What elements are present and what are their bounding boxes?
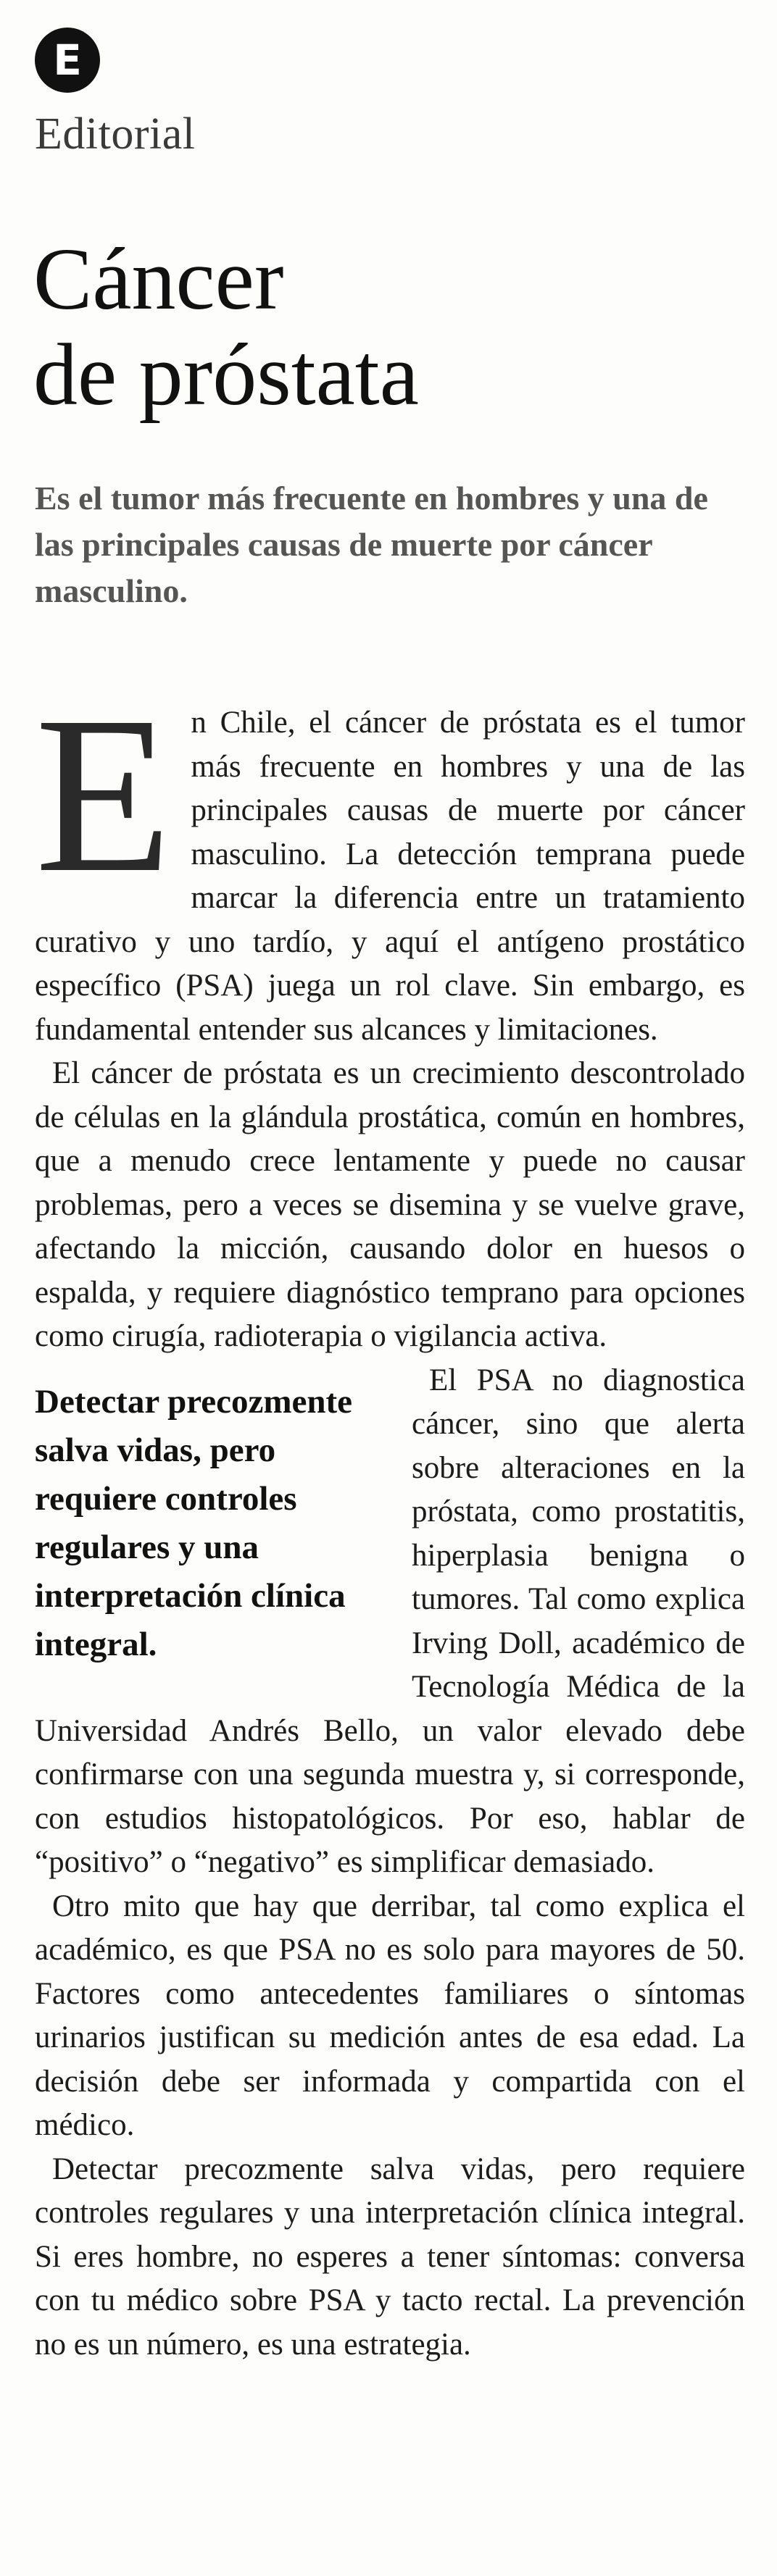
paragraph-2: El cáncer de próstata es un crecimiento descontrolado de células en la glándula prostática, común en hombres, que a menudo crece lentamente y puede no causar problemas, pero a veces se disemina y se vuelve grave, afectando la micción, causando dolor en huesos o espalda, y requiere diagnóstico temprano para opciones como cirugía, radioterapia o vigilancia activa. — [35, 1056, 745, 1353]
article-body — [35, 671, 745, 2367]
headline-line-2: de próstata — [33, 326, 419, 424]
section-badge: E — [35, 28, 100, 93]
paragraph-5: Detectar precozmente salva vidas, pero requiere controles regulares y una interpretación clínica integral. Si eres hombre, no esperes a tener síntomas: conversa con tu médico sobre PSA y tacto rectal. La prevención no es un número, es una estrategia. — [35, 2151, 745, 2362]
paragraph-1 — [35, 671, 745, 1052]
pull-quote: Detectar precozmente salva vidas, pero requiere controles regulares y una interpretación clínica integral. — [35, 1382, 352, 1663]
headline-line-1: Cáncer — [33, 230, 284, 328]
drop-cap: E — [35, 671, 173, 919]
paragraph-1-text: n Chile, el cáncer de próstata es el tumor más frecuente en hombres y una de las principales causas de muerte por cáncer masculino. La detección temprana puede marcar la diferencia entre un tratamiento curativo y uno tardío, y aquí el antígeno prostático específico (PSA) juega un rol clave. Sin embargo, es fundamental entender sus alcances y limitaciones. — [35, 706, 745, 1047]
paragraph-3: El PSA no diagnostica cáncer, sino que alerta sobre alteraciones en la próstata, como prostatitis, hiperplasia benigna o tumores. Tal como explica Irving Doll, académico de Tecnología Médica de la Universidad Andrés Bello, un valor elevado debe confirmarse con una segunda muestra y, si corresponde, con estudios histopatológicos. Por eso, hablar de “positivo” o “negativo” es simplificar demasiado. — [35, 1363, 745, 1879]
deck-subtitle: Es el tumor más frecuente en hombres y una de las principales causas de muerte por cáncer masculino. — [35, 480, 708, 609]
headline — [33, 232, 751, 423]
paragraph-4: Otro mito que hay que derribar, tal como explica el académico, es que PSA no es solo para mayores de 50. Factores como antecedentes familiares o síntomas urinarios justifican su medición antes de esa edad. La decisión debe ser informada y compartida con el médico. — [35, 1889, 745, 2142]
section-label: Editorial — [35, 109, 196, 159]
